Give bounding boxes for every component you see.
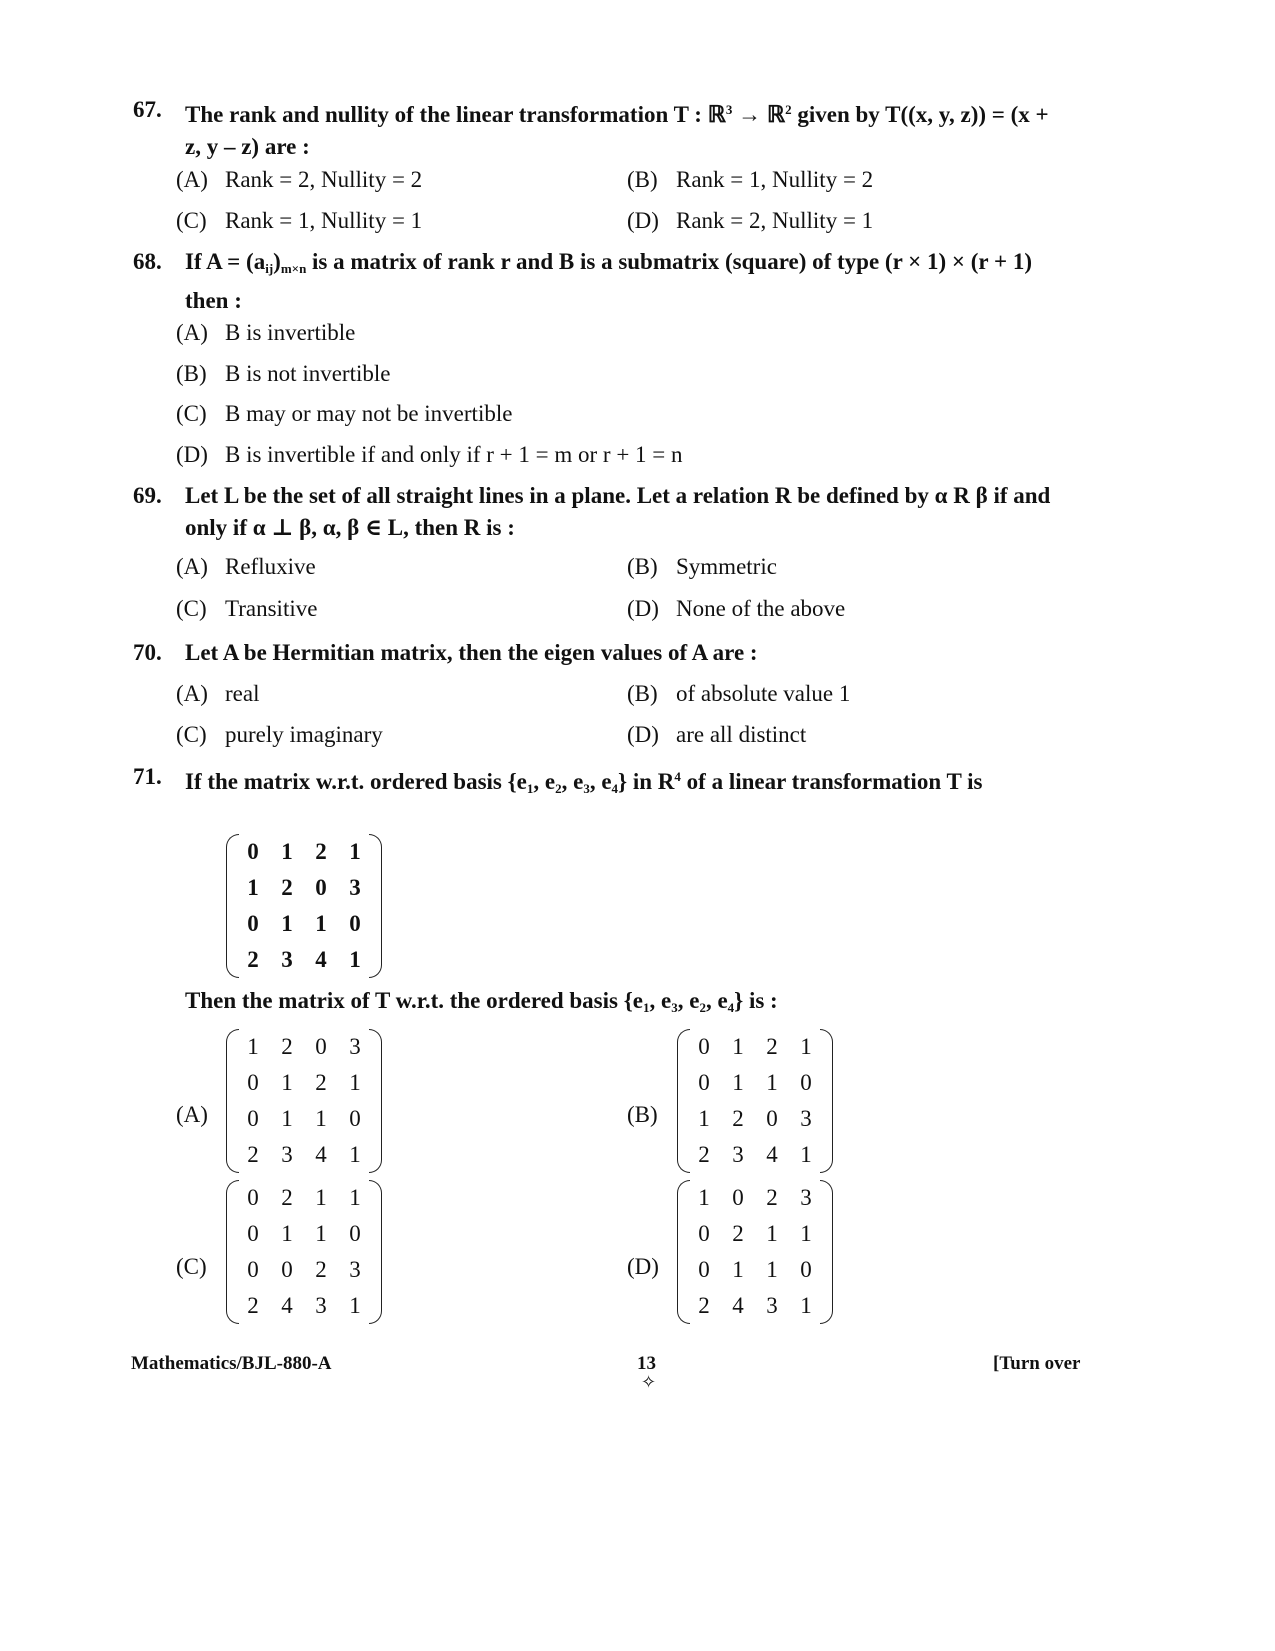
matrix-row [226,1216,382,1252]
footer-turn-over: [Turn over [993,1353,1081,1374]
option-69c: (C) Transitive [176,596,318,621]
matrix-row [677,1137,833,1173]
option-71c-label: (C) [176,1254,207,1279]
matrix-cell: 1 [281,1106,293,1131]
matrix-cell: 0 [247,1257,259,1282]
option-71d-matrix [677,1180,833,1324]
option-67c: (C) Rank = 1, Nullity = 1 [176,208,423,233]
option-71b-matrix [677,1029,833,1173]
matrix-cell: 4 [315,1142,327,1167]
option-71d-label: (D) [627,1254,659,1279]
matrix-cell: 2 [766,1185,778,1210]
matrix-cell: 2 [698,1293,710,1318]
matrix-cell: 1 [732,1070,744,1095]
matrix-cell: 1 [349,1070,361,1095]
matrix-cell: 2 [732,1106,744,1131]
matrix-cell: 1 [281,839,293,864]
question-text: Let A be Hermitian matrix, then the eigen values of A are : [185,640,758,665]
matrix-cell: 3 [800,1106,812,1131]
matrix-cell: 1 [247,875,259,900]
matrix-cell: 0 [247,1221,259,1246]
matrix-cell: 0 [349,911,361,936]
matrix-cell: 4 [732,1293,744,1318]
matrix-cell: 2 [698,1142,710,1167]
matrix-cell: 0 [698,1034,710,1059]
matrix-cell: 1 [281,1070,293,1095]
matrix-cell: 2 [247,1142,259,1167]
matrix-cell: 1 [732,1034,744,1059]
matrix-cell: 0 [698,1070,710,1095]
matrix-cell: 2 [281,875,293,900]
option-71a-matrix [226,1029,382,1173]
matrix-row [226,1180,382,1216]
matrix-cell: 3 [315,1293,327,1318]
matrix-cell: 2 [315,1070,327,1095]
matrix-cell: 3 [349,1034,361,1059]
option-68d: (D) B is invertible if and only if r + 1 = m or r + 1 = n [176,442,683,467]
matrix-cell: 1 [698,1106,710,1131]
matrix-cell: 2 [247,947,259,972]
matrix-cell: 0 [247,1185,259,1210]
matrix-cell: 1 [698,1185,710,1210]
matrix-row [677,1252,833,1288]
matrix-cell: 0 [698,1221,710,1246]
option-71c-matrix [226,1180,382,1324]
matrix-cell: 0 [800,1070,812,1095]
matrix-row [226,1137,382,1173]
matrix-cell: 3 [349,875,361,900]
option-67d: (D) Rank = 2, Nullity = 1 [627,208,874,233]
matrix-row [226,1065,382,1101]
matrix-cell: 1 [349,1293,361,1318]
matrix-row [226,834,382,870]
matrix-cell: 3 [349,1257,361,1282]
matrix-cell: 3 [800,1185,812,1210]
matrix-cell: 1 [732,1257,744,1282]
option-68c: (C) B may or may not be invertible [176,401,513,426]
question-number: 68. [133,249,162,274]
option-70a: (A) real [176,681,260,706]
matrix-cell: 3 [281,947,293,972]
option-70d: (D) are all distinct [627,722,807,747]
matrix-cell: 3 [281,1142,293,1167]
matrix-row [226,906,382,942]
matrix-cell: 2 [281,1034,293,1059]
option-68a: (A) B is invertible [176,320,356,345]
matrix-cell: 0 [247,1106,259,1131]
matrix-cell: 1 [315,1106,327,1131]
matrix-row [677,1216,833,1252]
matrix-cell: 3 [766,1293,778,1318]
matrix-cell: 1 [766,1221,778,1246]
matrix-row [226,1288,382,1324]
option-70c: (C) purely imaginary [176,722,383,747]
matrix-cell: 1 [349,1142,361,1167]
matrix-cell: 0 [247,839,259,864]
matrix-cell: 1 [281,911,293,936]
matrix-cell: 1 [349,839,361,864]
matrix-cell: 4 [766,1142,778,1167]
matrix-cell: 1 [349,947,361,972]
option-67a: (A) Rank = 2, Nullity = 2 [176,167,423,192]
matrix-cell: 1 [800,1142,812,1167]
question-number: 71. [133,764,162,789]
question-number: 67. [133,97,162,122]
matrix-cell: 4 [281,1293,293,1318]
matrix-cell: 0 [698,1257,710,1282]
question-number: 69. [133,483,162,508]
option-70b: (B) of absolute value 1 [627,681,851,706]
given-matrix [226,834,382,978]
footer-paper-code: Mathematics/BJL-880-A [131,1353,332,1374]
matrix-row [226,1029,382,1065]
option-69b: (B) Symmetric [627,554,777,579]
footer-page-number: 13 [637,1353,656,1374]
question-text: If the matrix w.r.t. ordered basis {$e_1$, $e_2$, $e_3$, $e_4$} in $R^4$ of a linear transformation T is [185,769,983,796]
matrix-cell: 0 [349,1221,361,1246]
matrix-cell: 0 [732,1185,744,1210]
matrix-row [677,1065,833,1101]
matrix-cell: 1 [766,1070,778,1095]
option-69d: (D) None of the above [627,596,846,621]
matrix-cell: 1 [281,1221,293,1246]
matrix-row [226,1252,382,1288]
matrix-cell: 2 [766,1034,778,1059]
matrix-cell: 0 [281,1257,293,1282]
question-text: If $A = (a_{ij})_{m\times n}$ is a matrix of rank r and B is a submatrix (square) of type (r × 1) × (r + 1) then : [185,249,1032,313]
matrix-cell: 3 [732,1142,744,1167]
matrix-row [677,1288,833,1324]
matrix-row [226,942,382,978]
matrix-cell: 1 [349,1185,361,1210]
matrix-cell: 2 [315,1257,327,1282]
matrix-cell: 0 [315,875,327,900]
matrix-cell: 1 [800,1221,812,1246]
matrix-row [677,1101,833,1137]
option-69a: (A) Refluxive [176,554,316,579]
matrix-cell: 1 [315,911,327,936]
matrix-cell: 1 [315,1221,327,1246]
matrix-cell: 1 [800,1034,812,1059]
matrix-row [226,1101,382,1137]
matrix-row [677,1180,833,1216]
matrix-row [226,870,382,906]
option-67b: (B) Rank = 1, Nullity = 2 [627,167,874,192]
matrix-cell: 4 [315,947,327,972]
matrix-cell: 1 [766,1257,778,1282]
question-text: Then the matrix of T w.r.t. the ordered basis {$e_1$, $e_3$, $e_2$, $e_4$} is : [185,988,778,1015]
matrix-cell: 1 [315,1185,327,1210]
option-71a-label: (A) [176,1102,208,1127]
matrix-cell: 0 [766,1106,778,1131]
matrix-cell: 0 [247,1070,259,1095]
matrix-cell: 1 [800,1293,812,1318]
matrix-cell: 0 [315,1034,327,1059]
question-number: 70. [133,640,162,665]
matrix-cell: 0 [349,1106,361,1131]
question-text: Let L be the set of all straight lines in a plane. Let a relation R be defined by α R β if and only if α ⊥ β, α, β ∈ L, then R is : [185,483,1051,540]
matrix-row [677,1029,833,1065]
matrix-cell: 2 [732,1221,744,1246]
question-text: The rank and nullity of the linear transformation T : ℝ$^3$ → ℝ$^2$ given by T((x, y, z)) = (x + z, y – z) are : [185,102,1049,159]
matrix-cell: 2 [247,1293,259,1318]
matrix-cell: 1 [247,1034,259,1059]
option-71b-label: (B) [627,1102,658,1127]
matrix-cell: 2 [315,839,327,864]
matrix-cell: 2 [281,1185,293,1210]
option-68b: (B) B is not invertible [176,361,391,386]
matrix-cell: 0 [800,1257,812,1282]
star-icon: ✧ [641,1372,657,1392]
matrix-cell: 0 [247,911,259,936]
